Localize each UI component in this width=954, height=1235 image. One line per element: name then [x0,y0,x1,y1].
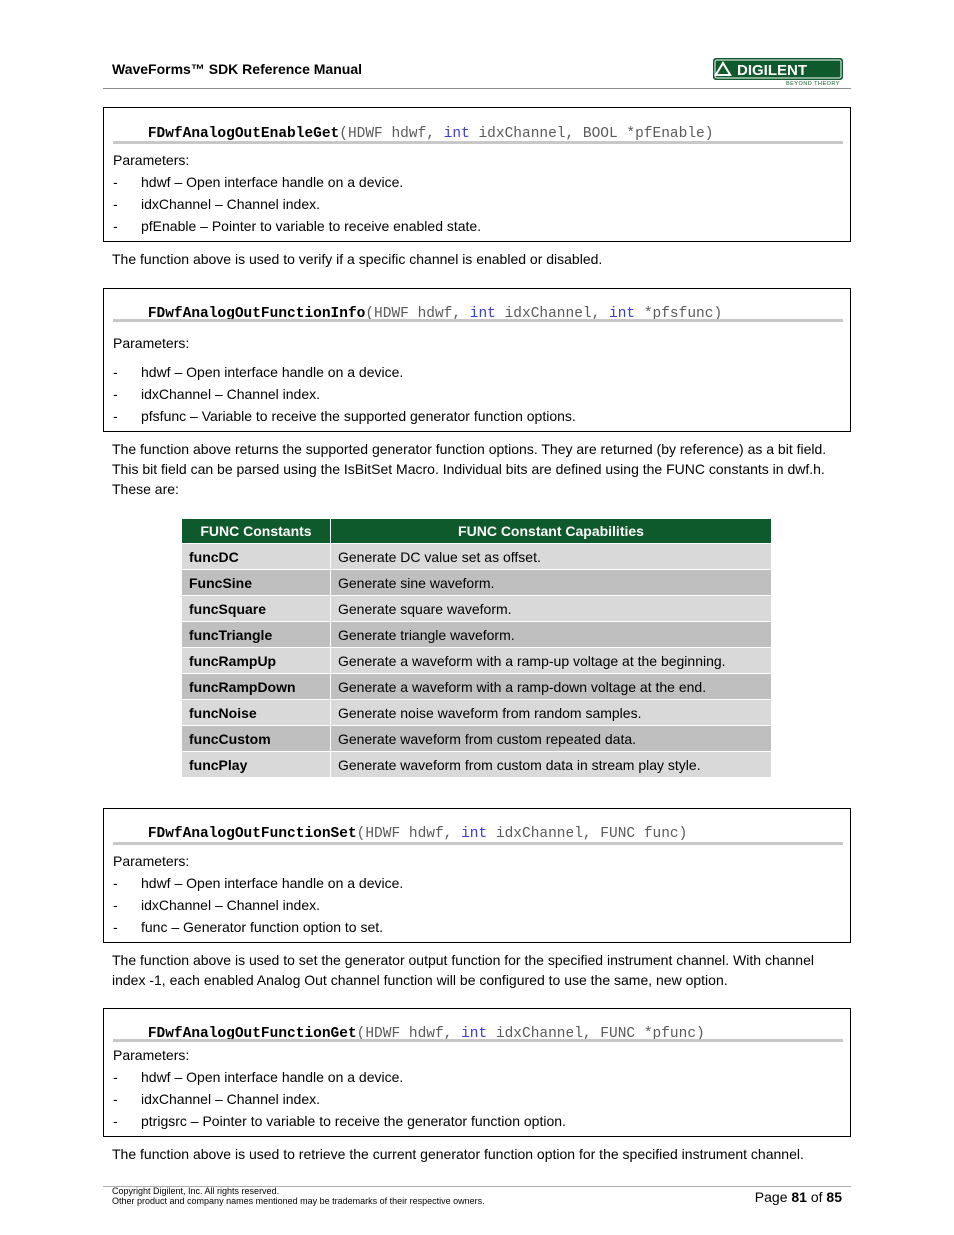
constant-name: funcRampDown [182,674,331,700]
function-signature [113,1010,705,1058]
table-row [182,570,772,596]
constant-capability: Generate a waveform with a ramp-down voltage at the end. [331,674,772,700]
constant-capability: Generate a waveform with a ramp-up voltage at the beginning. [331,648,772,674]
parameter-item: - pfsfunc – Variable to receive the supported generator function options. [113,408,576,424]
page-number: Page 81 of 85 [754,1189,842,1205]
parameters-label: Parameters: [113,853,190,869]
signature-divider [113,1039,843,1042]
parameters-label: Parameters: [113,335,190,351]
table-row [182,726,772,752]
parameters-label: Parameters: [113,1047,190,1063]
constant-capability: Generate waveform from custom repeated data. [331,726,772,752]
table-header-row [182,519,772,544]
total-pages: 85 [826,1189,842,1205]
table-row [182,622,772,648]
constant-name: funcSquare [182,596,331,622]
signature-divider [113,842,843,845]
parameter-item: - hdwf – Open interface handle on a device. [113,1069,404,1085]
function-name: FDwfAnalogOutFunctionGet [147,1026,357,1042]
logo-wordmark: DIGILENT [737,62,807,79]
parameter-item: - hdwf – Open interface handle on a device. [113,174,404,190]
argument-text: idxChannel, FUNC *pfunc) [487,1026,705,1042]
constant-name: funcDC [182,544,331,570]
argument-text: idxChannel, FUNC func) [487,826,688,842]
signature-divider [113,319,843,322]
type-keyword: int [443,126,470,142]
parameter-item: - hdwf – Open interface handle on a device. [113,364,404,380]
document-title: WaveForms™ SDK Reference Manual [112,61,362,77]
argument-text: idxChannel, BOOL *pfEnable) [469,126,714,142]
description-paragraph: The function above is used to set the generator output function for the specified instrument channel. With channel index -1, each enabled Analog Out channel function will be configured to use the same, new option. [112,952,814,988]
function-name: FDwfAnalogOutFunctionInfo [147,306,366,322]
constant-name: funcTriangle [182,622,331,648]
parameter-item: - func – Generator function option to set. [113,919,384,935]
parameter-item: - pfEnable – Pointer to variable to receive enabled state. [113,218,482,234]
constant-capability: Generate DC value set as offset. [331,544,772,570]
type-keyword: int [461,826,488,842]
constant-capability: Generate waveform from custom data in stream play style. [331,752,772,778]
digilent-logo [713,56,843,86]
function-box-enable-get [103,107,851,242]
logo-tagline: BEYOND THEORY [786,81,840,86]
table-row [182,674,772,700]
constant-name: funcCustom [182,726,331,752]
argument-text: (HDWF hdwf, [339,126,444,142]
constant-capability: Generate square waveform. [331,596,772,622]
constant-name: funcRampUp [182,648,331,674]
current-page: 81 [791,1189,807,1205]
type-keyword: int [461,1026,488,1042]
function-box-function-set [103,808,851,943]
description-paragraph: The function above is used to retrieve the current generator function option for the specified instrument channel. [112,1146,804,1162]
table-row [182,700,772,726]
column-header: FUNC Constant Capabilities [331,519,772,544]
table-row [182,752,772,778]
parameters-label: Parameters: [113,152,190,168]
parameter-item: - idxChannel – Channel index. [113,386,321,402]
function-name: FDwfAnalogOutEnableGet [147,126,340,142]
constant-name: FuncSine [182,570,331,596]
function-signature [113,810,687,858]
copyright-line: Copyright Digilent, Inc. All rights reserved. [112,1186,280,1196]
parameter-item: - idxChannel – Channel index. [113,897,321,913]
signature-divider [113,141,843,144]
function-name: FDwfAnalogOutFunctionSet [147,826,357,842]
type-keyword: int [609,306,636,322]
argument-text: (HDWF hdwf, [356,826,462,842]
description-paragraph: The function above is used to verify if a specific channel is enabled or disabled. [112,251,603,267]
function-box-function-get [103,1008,851,1137]
constant-capability: Generate triangle waveform. [331,622,772,648]
constant-name: funcNoise [182,700,331,726]
argument-text: *pfsfunc) [635,306,723,322]
func-constants-table [181,518,772,778]
trademark-line: Other product and company names mentioned may be trademarks of their respective owners. [112,1196,485,1206]
table-row [182,596,772,622]
argument-text: (HDWF hdwf, [356,1026,462,1042]
parameter-item: - idxChannel – Channel index. [113,196,321,212]
constant-capability: Generate noise waveform from random samples. [331,700,772,726]
function-box-function-info [103,288,851,432]
parameter-item: - idxChannel – Channel index. [113,1091,321,1107]
table-row [182,544,772,570]
constant-capability: Generate sine waveform. [331,570,772,596]
table-row [182,648,772,674]
constant-name: funcPlay [182,752,331,778]
parameter-item: - ptrigsrc – Pointer to variable to receive the generator function option. [113,1113,566,1129]
function-args [339,126,713,142]
type-keyword: int [469,306,496,322]
function-args [357,826,688,842]
description-paragraph: The function above returns the supported generator function options. They are returned (by reference) as a bit field. This bit field can be parsed using the IsBitSet Macro. Individual bits are defined using the FUNC constants in dwf.h. These are: [112,441,827,497]
header-divider [103,88,851,89]
argument-text: idxChannel, [495,306,610,322]
function-signature [113,290,722,338]
argument-text: (HDWF hdwf, [365,306,470,322]
function-signature [113,110,713,158]
footer-copyright [112,1186,485,1206]
column-header: FUNC Constants [182,519,331,544]
parameter-item: - hdwf – Open interface handle on a device. [113,875,404,891]
